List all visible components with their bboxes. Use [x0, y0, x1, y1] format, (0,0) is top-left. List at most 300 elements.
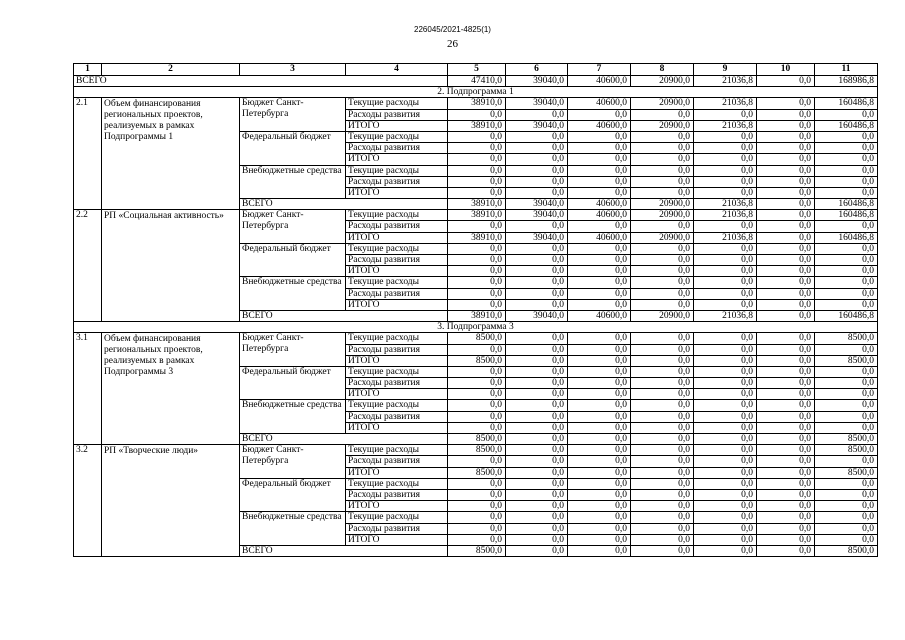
financing-table [73, 63, 878, 557]
value-cell: 0,0 [448, 131, 506, 142]
value-cell: 0,0 [448, 288, 506, 299]
value-cell: 0,0 [694, 534, 757, 545]
value-cell: 0,0 [815, 478, 878, 489]
value-cell: 0,0 [757, 232, 815, 243]
value-cell: 40600,0 [568, 199, 631, 210]
value-cell: 0,0 [757, 131, 815, 142]
value-cell: 0,0 [815, 400, 878, 411]
value-cell: 0,0 [694, 221, 757, 232]
expense-type: Расходы развития [346, 109, 448, 120]
value-cell: 39040,0 [506, 120, 568, 131]
value-cell: 0,0 [815, 255, 878, 266]
value-cell: 0,0 [568, 299, 631, 310]
value-cell: 0,0 [448, 143, 506, 154]
value-cell: 0,0 [631, 355, 694, 366]
value-cell: 0,0 [631, 501, 694, 512]
value-cell: 0,0 [815, 366, 878, 377]
value-cell: 0,0 [568, 154, 631, 165]
value-cell: 0,0 [694, 143, 757, 154]
value-cell: 40600,0 [568, 76, 631, 87]
value-cell: 0,0 [694, 378, 757, 389]
value-cell: 0,0 [694, 523, 757, 534]
value-cell: 39040,0 [506, 310, 568, 321]
value-cell: 0,0 [757, 277, 815, 288]
value-cell: 0,0 [568, 277, 631, 288]
column-header: 11 [815, 64, 878, 76]
value-cell: 0,0 [506, 109, 568, 120]
value-cell: 0,0 [757, 523, 815, 534]
value-cell: 0,0 [694, 344, 757, 355]
value-cell: 0,0 [694, 176, 757, 187]
value-cell: 0,0 [506, 512, 568, 523]
value-cell: 0,0 [448, 165, 506, 176]
funding-source: Внебюджетные средства [240, 165, 346, 199]
value-cell: 40600,0 [568, 210, 631, 221]
value-cell: 0,0 [757, 478, 815, 489]
value-cell: 21036,8 [694, 199, 757, 210]
value-cell: 0,0 [757, 422, 815, 433]
value-cell: 0,0 [757, 512, 815, 523]
value-cell: 0,0 [506, 143, 568, 154]
expense-type: Текущие расходы [346, 131, 448, 142]
value-cell: 0,0 [757, 545, 815, 556]
value-cell: 8500,0 [815, 333, 878, 344]
value-cell: 0,0 [631, 299, 694, 310]
funding-source: Бюджет Санкт-Петербурга [240, 98, 346, 132]
value-cell: 0,0 [631, 422, 694, 433]
column-header: 6 [506, 64, 568, 76]
value-cell: 20900,0 [631, 76, 694, 87]
value-cell: 0,0 [694, 512, 757, 523]
value-cell: 0,0 [506, 523, 568, 534]
value-cell: 0,0 [694, 389, 757, 400]
value-cell: 0,0 [815, 422, 878, 433]
value-cell: 38910,0 [448, 232, 506, 243]
value-cell: 0,0 [815, 176, 878, 187]
funding-source: Внебюджетные средства [240, 277, 346, 311]
value-cell: 0,0 [631, 243, 694, 254]
expense-type: Текущие расходы [346, 333, 448, 344]
value-cell: 0,0 [694, 109, 757, 120]
expense-type: ИТОГО [346, 266, 448, 277]
grand-total-row [74, 76, 878, 87]
value-cell: 0,0 [448, 478, 506, 489]
value-cell: 0,0 [694, 456, 757, 467]
value-cell: 0,0 [506, 534, 568, 545]
value-cell: 0,0 [815, 512, 878, 523]
value-cell: 0,0 [568, 344, 631, 355]
value-cell: 20900,0 [631, 232, 694, 243]
value-cell: 0,0 [694, 266, 757, 277]
value-cell: 39040,0 [506, 210, 568, 221]
value-cell: 39040,0 [506, 232, 568, 243]
value-cell: 0,0 [631, 445, 694, 456]
value-cell: 8500,0 [448, 445, 506, 456]
value-cell: 0,0 [506, 478, 568, 489]
value-cell: 21036,8 [694, 120, 757, 131]
value-cell: 0,0 [568, 131, 631, 142]
value-cell: 0,0 [568, 467, 631, 478]
value-cell: 0,0 [815, 378, 878, 389]
value-cell: 0,0 [757, 221, 815, 232]
value-cell: 8500,0 [815, 355, 878, 366]
expense-type: Текущие расходы [346, 165, 448, 176]
value-cell: 0,0 [631, 333, 694, 344]
value-cell: 0,0 [757, 120, 815, 131]
value-cell: 0,0 [448, 523, 506, 534]
value-cell: 0,0 [568, 512, 631, 523]
section-title-row [74, 322, 878, 333]
value-cell: 0,0 [631, 187, 694, 198]
value-cell: 40600,0 [568, 98, 631, 109]
value-cell: 0,0 [694, 277, 757, 288]
value-cell: 0,0 [506, 154, 568, 165]
value-cell: 47410,0 [448, 76, 506, 87]
value-cell: 0,0 [694, 333, 757, 344]
value-cell: 0,0 [506, 456, 568, 467]
value-cell: 0,0 [694, 299, 757, 310]
table-row [74, 210, 878, 221]
expense-type: Текущие расходы [346, 210, 448, 221]
value-cell: 8500,0 [815, 545, 878, 556]
value-cell: 0,0 [568, 255, 631, 266]
value-cell: 8500,0 [815, 434, 878, 445]
value-cell: 8500,0 [815, 467, 878, 478]
value-cell: 0,0 [815, 243, 878, 254]
value-cell: 0,0 [631, 545, 694, 556]
value-cell: 0,0 [757, 445, 815, 456]
value-cell: 0,0 [757, 176, 815, 187]
value-cell: 0,0 [506, 411, 568, 422]
value-cell: 0,0 [448, 400, 506, 411]
funding-source: Бюджет Санкт-Петербурга [240, 210, 346, 244]
value-cell: 0,0 [757, 98, 815, 109]
value-cell: 0,0 [694, 366, 757, 377]
value-cell: 8500,0 [448, 355, 506, 366]
value-cell: 0,0 [757, 266, 815, 277]
value-cell: 39040,0 [506, 98, 568, 109]
value-cell: 0,0 [631, 389, 694, 400]
item-total-label: ВСЕГО [240, 434, 448, 445]
value-cell: 0,0 [506, 467, 568, 478]
section-title-row [74, 87, 878, 98]
value-cell: 8500,0 [448, 467, 506, 478]
item-total-label: ВСЕГО [240, 199, 448, 210]
value-cell: 0,0 [631, 411, 694, 422]
value-cell: 0,0 [757, 344, 815, 355]
value-cell: 0,0 [757, 411, 815, 422]
expense-type: Расходы развития [346, 523, 448, 534]
value-cell: 0,0 [757, 109, 815, 120]
expense-type: Расходы развития [346, 489, 448, 500]
item-name: Объем финансирования региональных проектов, реализуемых в рамках Подпрограммы 1 [102, 98, 240, 210]
value-cell: 0,0 [448, 266, 506, 277]
column-header: 9 [694, 64, 757, 76]
value-cell: 40600,0 [568, 232, 631, 243]
value-cell: 0,0 [694, 154, 757, 165]
value-cell: 0,0 [631, 489, 694, 500]
value-cell: 0,0 [815, 523, 878, 534]
value-cell: 38910,0 [448, 310, 506, 321]
value-cell: 0,0 [506, 366, 568, 377]
column-header: 3 [240, 64, 346, 76]
value-cell: 0,0 [448, 344, 506, 355]
value-cell: 0,0 [631, 366, 694, 377]
value-cell: 0,0 [506, 243, 568, 254]
value-cell: 38910,0 [448, 210, 506, 221]
value-cell: 0,0 [757, 366, 815, 377]
value-cell: 0,0 [506, 400, 568, 411]
expense-type: Расходы развития [346, 255, 448, 266]
value-cell: 0,0 [694, 467, 757, 478]
value-cell: 0,0 [568, 445, 631, 456]
value-cell: 0,0 [506, 434, 568, 445]
value-cell: 0,0 [757, 434, 815, 445]
value-cell: 0,0 [815, 277, 878, 288]
value-cell: 0,0 [506, 378, 568, 389]
value-cell: 8500,0 [448, 434, 506, 445]
value-cell: 0,0 [568, 366, 631, 377]
value-cell: 160486,8 [815, 210, 878, 221]
expense-type: Расходы развития [346, 143, 448, 154]
value-cell: 0,0 [568, 143, 631, 154]
value-cell: 0,0 [631, 277, 694, 288]
value-cell: 0,0 [631, 467, 694, 478]
value-cell: 0,0 [815, 187, 878, 198]
value-cell: 0,0 [694, 501, 757, 512]
value-cell: 0,0 [448, 512, 506, 523]
value-cell: 0,0 [631, 109, 694, 120]
value-cell: 0,0 [631, 288, 694, 299]
value-cell: 0,0 [694, 478, 757, 489]
value-cell: 0,0 [694, 131, 757, 142]
column-header: 8 [631, 64, 694, 76]
value-cell: 0,0 [506, 187, 568, 198]
expense-type: ИТОГО [346, 299, 448, 310]
funding-source: Бюджет Санкт-Петербурга [240, 333, 346, 367]
section-title: 3. Подпрограмма 3 [74, 322, 878, 333]
value-cell: 0,0 [815, 221, 878, 232]
value-cell: 0,0 [631, 255, 694, 266]
value-cell: 0,0 [757, 299, 815, 310]
value-cell: 21036,8 [694, 310, 757, 321]
value-cell: 38910,0 [448, 199, 506, 210]
value-cell: 0,0 [568, 176, 631, 187]
value-cell: 0,0 [568, 378, 631, 389]
value-cell: 0,0 [694, 422, 757, 433]
item-total-label: ВСЕГО [240, 310, 448, 321]
column-header-row [74, 64, 878, 76]
value-cell: 0,0 [568, 534, 631, 545]
expense-type: Текущие расходы [346, 277, 448, 288]
value-cell: 0,0 [757, 355, 815, 366]
value-cell: 0,0 [815, 299, 878, 310]
value-cell: 20900,0 [631, 199, 694, 210]
expense-type: ИТОГО [346, 422, 448, 433]
value-cell: 0,0 [568, 266, 631, 277]
expense-type: Расходы развития [346, 176, 448, 187]
value-cell: 0,0 [631, 176, 694, 187]
value-cell: 0,0 [506, 131, 568, 142]
value-cell: 0,0 [568, 411, 631, 422]
value-cell: 0,0 [506, 501, 568, 512]
item-total-label: ВСЕГО [240, 545, 448, 556]
value-cell: 0,0 [757, 143, 815, 154]
expense-type: ИТОГО [346, 355, 448, 366]
value-cell: 0,0 [506, 266, 568, 277]
value-cell: 0,0 [448, 389, 506, 400]
expense-type: ИТОГО [346, 389, 448, 400]
expense-type: Расходы развития [346, 221, 448, 232]
item-number: 3.1 [74, 333, 102, 445]
value-cell: 0,0 [757, 165, 815, 176]
item-number: 2.2 [74, 210, 102, 322]
value-cell: 168986,8 [815, 76, 878, 87]
value-cell: 0,0 [631, 143, 694, 154]
value-cell: 20900,0 [631, 120, 694, 131]
expense-type: ИТОГО [346, 154, 448, 165]
value-cell: 0,0 [631, 478, 694, 489]
value-cell: 0,0 [568, 221, 631, 232]
value-cell: 160486,8 [815, 120, 878, 131]
value-cell: 0,0 [448, 378, 506, 389]
expense-type: Текущие расходы [346, 512, 448, 523]
value-cell: 0,0 [631, 165, 694, 176]
table-row [74, 98, 878, 109]
value-cell: 0,0 [448, 456, 506, 467]
value-cell: 8500,0 [448, 545, 506, 556]
value-cell: 0,0 [815, 154, 878, 165]
grand-total-label: ВСЕГО [74, 76, 448, 87]
value-cell: 0,0 [568, 165, 631, 176]
value-cell: 0,0 [631, 221, 694, 232]
value-cell: 0,0 [631, 344, 694, 355]
value-cell: 0,0 [506, 355, 568, 366]
column-header: 4 [346, 64, 448, 76]
value-cell: 0,0 [448, 277, 506, 288]
value-cell: 0,0 [757, 467, 815, 478]
expense-type: Расходы развития [346, 456, 448, 467]
item-name: РП «Творческие люди» [102, 445, 240, 557]
document-number: 226045/2021-4825(1) [414, 25, 491, 34]
value-cell: 0,0 [506, 333, 568, 344]
value-cell: 38910,0 [448, 98, 506, 109]
expense-type: Текущие расходы [346, 478, 448, 489]
value-cell: 0,0 [506, 221, 568, 232]
value-cell: 0,0 [568, 456, 631, 467]
expense-type: ИТОГО [346, 120, 448, 131]
value-cell: 0,0 [631, 456, 694, 467]
value-cell: 0,0 [815, 266, 878, 277]
expense-type: ИТОГО [346, 467, 448, 478]
value-cell: 0,0 [506, 422, 568, 433]
value-cell: 0,0 [448, 501, 506, 512]
expense-type: Расходы развития [346, 344, 448, 355]
expense-type: ИТОГО [346, 232, 448, 243]
value-cell: 0,0 [815, 131, 878, 142]
value-cell: 0,0 [757, 310, 815, 321]
column-header: 5 [448, 64, 506, 76]
value-cell: 0,0 [506, 389, 568, 400]
value-cell: 0,0 [568, 501, 631, 512]
value-cell: 39040,0 [506, 76, 568, 87]
value-cell: 39040,0 [506, 199, 568, 210]
funding-source: Внебюджетные средства [240, 400, 346, 434]
value-cell: 0,0 [506, 299, 568, 310]
table-row [74, 333, 878, 344]
value-cell: 0,0 [448, 534, 506, 545]
value-cell: 160486,8 [815, 199, 878, 210]
value-cell: 0,0 [568, 389, 631, 400]
expense-type: Текущие расходы [346, 445, 448, 456]
value-cell: 0,0 [448, 489, 506, 500]
value-cell: 0,0 [757, 199, 815, 210]
value-cell: 0,0 [815, 109, 878, 120]
value-cell: 0,0 [506, 288, 568, 299]
funding-source: Федеральный бюджет [240, 366, 346, 400]
value-cell: 0,0 [815, 534, 878, 545]
funding-source: Бюджет Санкт-Петербурга [240, 445, 346, 479]
value-cell: 21036,8 [694, 98, 757, 109]
value-cell: 8500,0 [448, 333, 506, 344]
value-cell: 0,0 [757, 76, 815, 87]
value-cell: 0,0 [448, 411, 506, 422]
value-cell: 0,0 [448, 109, 506, 120]
value-cell: 0,0 [815, 411, 878, 422]
column-header: 7 [568, 64, 631, 76]
value-cell: 0,0 [631, 534, 694, 545]
value-cell: 20900,0 [631, 210, 694, 221]
value-cell: 0,0 [568, 434, 631, 445]
value-cell: 38910,0 [448, 120, 506, 131]
value-cell: 20900,0 [631, 310, 694, 321]
item-number: 2.1 [74, 98, 102, 210]
expense-type: Расходы развития [346, 378, 448, 389]
value-cell: 0,0 [815, 456, 878, 467]
value-cell: 0,0 [757, 288, 815, 299]
value-cell: 21036,8 [694, 232, 757, 243]
section-title: 2. Подпрограмма 1 [74, 87, 878, 98]
value-cell: 0,0 [815, 344, 878, 355]
value-cell: 0,0 [757, 243, 815, 254]
value-cell: 0,0 [631, 512, 694, 523]
value-cell: 0,0 [694, 445, 757, 456]
expense-type: Расходы развития [346, 288, 448, 299]
column-header: 1 [74, 64, 102, 76]
value-cell: 0,0 [631, 523, 694, 534]
value-cell: 0,0 [448, 154, 506, 165]
value-cell: 0,0 [694, 165, 757, 176]
value-cell: 0,0 [815, 489, 878, 500]
value-cell: 0,0 [757, 187, 815, 198]
value-cell: 0,0 [568, 523, 631, 534]
funding-source: Федеральный бюджет [240, 243, 346, 277]
expense-type: ИТОГО [346, 501, 448, 512]
value-cell: 0,0 [694, 288, 757, 299]
value-cell: 21036,8 [694, 210, 757, 221]
value-cell: 0,0 [568, 109, 631, 120]
value-cell: 0,0 [448, 366, 506, 377]
value-cell: 0,0 [757, 400, 815, 411]
value-cell: 0,0 [568, 478, 631, 489]
expense-type: Текущие расходы [346, 400, 448, 411]
item-name: РП «Социальная активность» [102, 210, 240, 322]
value-cell: 0,0 [815, 389, 878, 400]
value-cell: 0,0 [506, 255, 568, 266]
funding-source: Внебюджетные средства [240, 512, 346, 546]
value-cell: 0,0 [568, 333, 631, 344]
value-cell: 0,0 [694, 411, 757, 422]
